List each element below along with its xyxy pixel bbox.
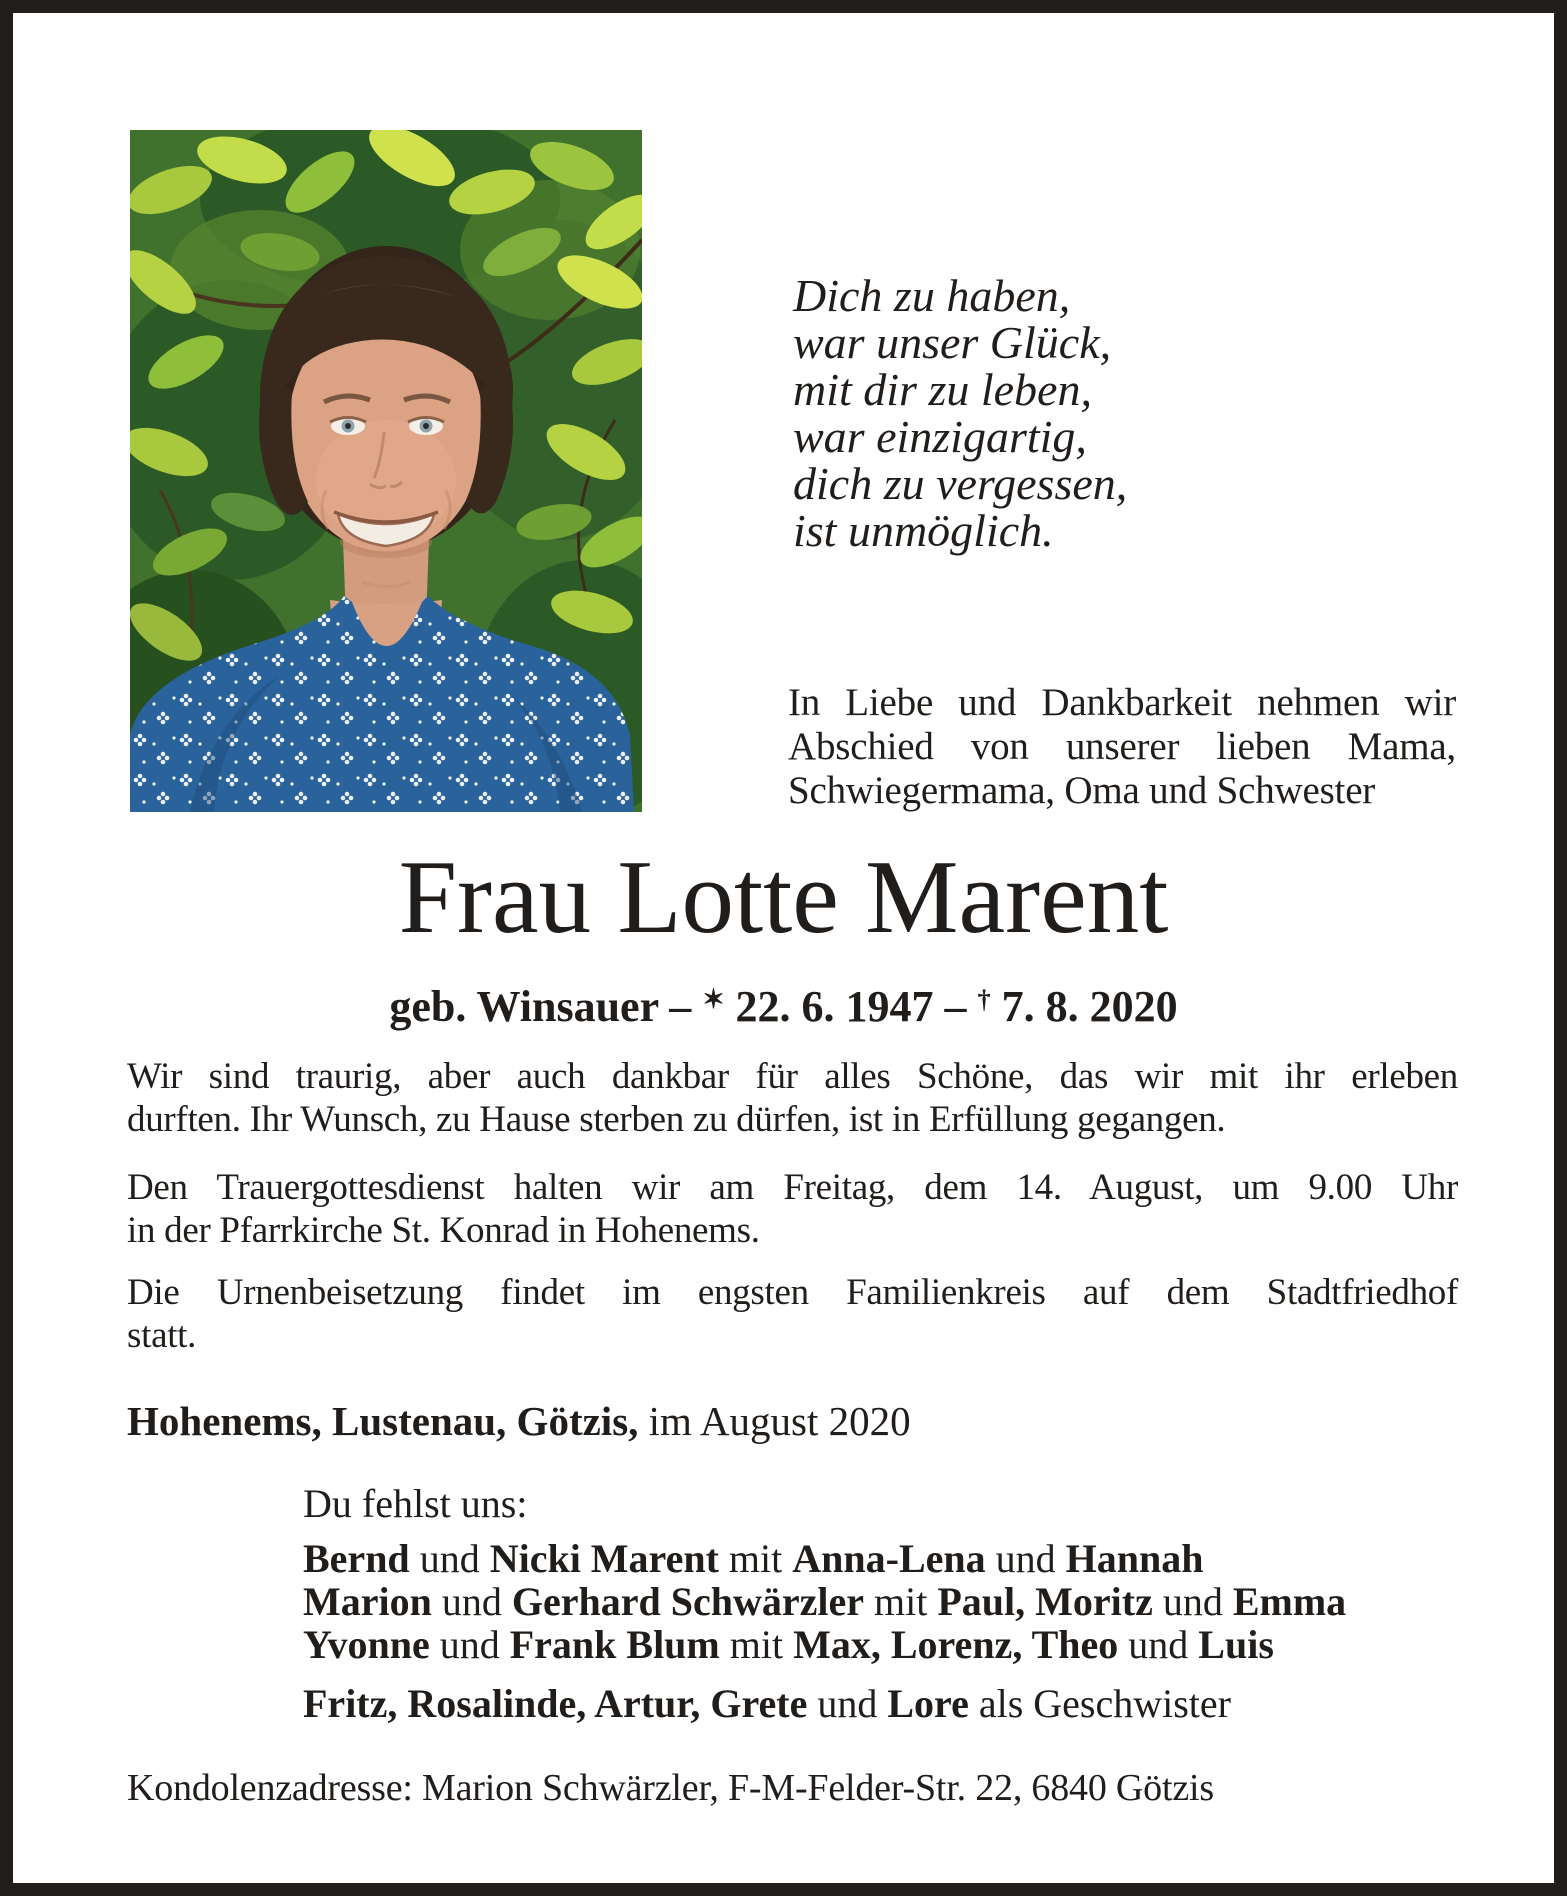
portrait-photo — [130, 130, 642, 812]
text-segment: Luis — [1198, 1622, 1274, 1667]
paragraph-farewell — [127, 1055, 1458, 1141]
text-line: durften. Ihr Wunsch, zu Hause sterben zu dürfen, ist in Erfüllung gegangen. — [127, 1099, 1226, 1140]
paragraph-service — [127, 1166, 1458, 1252]
closing-places-line — [127, 1399, 911, 1444]
text-line: ist unmöglich. — [793, 505, 1054, 556]
missing-you-line: Du fehlst uns: — [303, 1481, 528, 1526]
text-segment: Bernd — [303, 1536, 410, 1581]
text-line: mit dir zu leben, — [793, 364, 1092, 415]
dates-line — [13, 975, 1554, 1031]
text-segment: und — [429, 1622, 510, 1667]
family-list — [303, 1537, 1346, 1666]
text-segment: Lore — [887, 1681, 969, 1726]
portrait-photo-graphic — [130, 130, 642, 812]
text-segment: Nicki Marent — [489, 1536, 719, 1581]
condolence-address-line: Kondolenzadresse: Marion Schwärzler, F-M-Felder-Str. 22, 6840 Götzis — [127, 1767, 1214, 1809]
text-line: Schwiegermama, Oma und Schwester — [788, 769, 1376, 812]
text-segment: und — [985, 1536, 1066, 1581]
text-segment: und — [1118, 1622, 1199, 1667]
text-segment: Hannah — [1065, 1536, 1204, 1581]
family-line-1 — [303, 1537, 1346, 1580]
text-line: in der Pfarrkirche St. Konrad in Hohenems. — [127, 1210, 760, 1251]
text-segment: und — [1152, 1579, 1233, 1624]
text-segment: 22. 6. 1947 – — [724, 982, 978, 1032]
text-line: In Liebe und Dankbarkeit nehmen wir — [788, 681, 1456, 724]
text-segment: und — [807, 1681, 888, 1726]
birth-star-icon: ✶ — [702, 984, 725, 1014]
text-segment: Emma — [1232, 1579, 1347, 1624]
paragraph-burial — [127, 1271, 1458, 1357]
text-segment: Anna-Lena — [792, 1536, 986, 1581]
text-line: Abschied von unserer lieben Mama, — [788, 725, 1456, 768]
text-segment: als Geschwister — [968, 1681, 1231, 1726]
family-line-2 — [303, 1580, 1346, 1623]
text-line: statt. — [127, 1315, 197, 1356]
text-segment: geb. Winsauer – — [389, 982, 703, 1032]
text-segment: Paul, Moritz — [937, 1579, 1153, 1624]
text-line: war unser Glück, — [793, 317, 1112, 368]
text-line: Dich zu haben, — [793, 270, 1071, 321]
text-segment: Max, Lorenz, Theo — [793, 1622, 1119, 1667]
text-segment: Gerhard Schwärzler — [511, 1579, 865, 1624]
text-segment: Hohenems, Lustenau, Götzis, — [127, 1398, 639, 1444]
text-segment: Yvonne — [303, 1622, 430, 1667]
text-line: Die Urnenbeisetzung findet im engsten Familienkreis auf dem Stadtfriedhof — [127, 1272, 1458, 1313]
text-segment: mit — [718, 1536, 793, 1581]
siblings-line — [303, 1682, 1231, 1726]
text-segment: und — [431, 1579, 512, 1624]
text-line: Wir sind traurig, aber auch dankbar für alles Schöne, das wir mit ihr erleben — [127, 1056, 1458, 1097]
text-segment: Fritz, Rosalinde, Artur, Grete — [303, 1681, 808, 1726]
text-segment: mit — [864, 1579, 938, 1624]
text-segment: mit — [719, 1622, 794, 1667]
text-line: dich zu vergessen, — [793, 458, 1128, 509]
text-segment: im August 2020 — [638, 1398, 911, 1444]
text-segment: und — [409, 1536, 490, 1581]
poem — [793, 272, 1127, 554]
intro-text — [788, 681, 1456, 813]
death-cross-icon: † — [977, 984, 991, 1014]
text-segment: 7. 8. 2020 — [990, 982, 1178, 1032]
text-line: war einzigartig, — [793, 411, 1087, 462]
deceased-name-heading: Frau Lotte Marent — [398, 838, 1169, 955]
family-line-3 — [303, 1623, 1346, 1666]
text-segment: Marion — [303, 1579, 432, 1624]
text-segment: Frank Blum — [509, 1622, 720, 1667]
text-line: Den Trauergottesdienst halten wir am Freitag, dem 14. August, um 9.00 Uhr — [127, 1167, 1458, 1208]
